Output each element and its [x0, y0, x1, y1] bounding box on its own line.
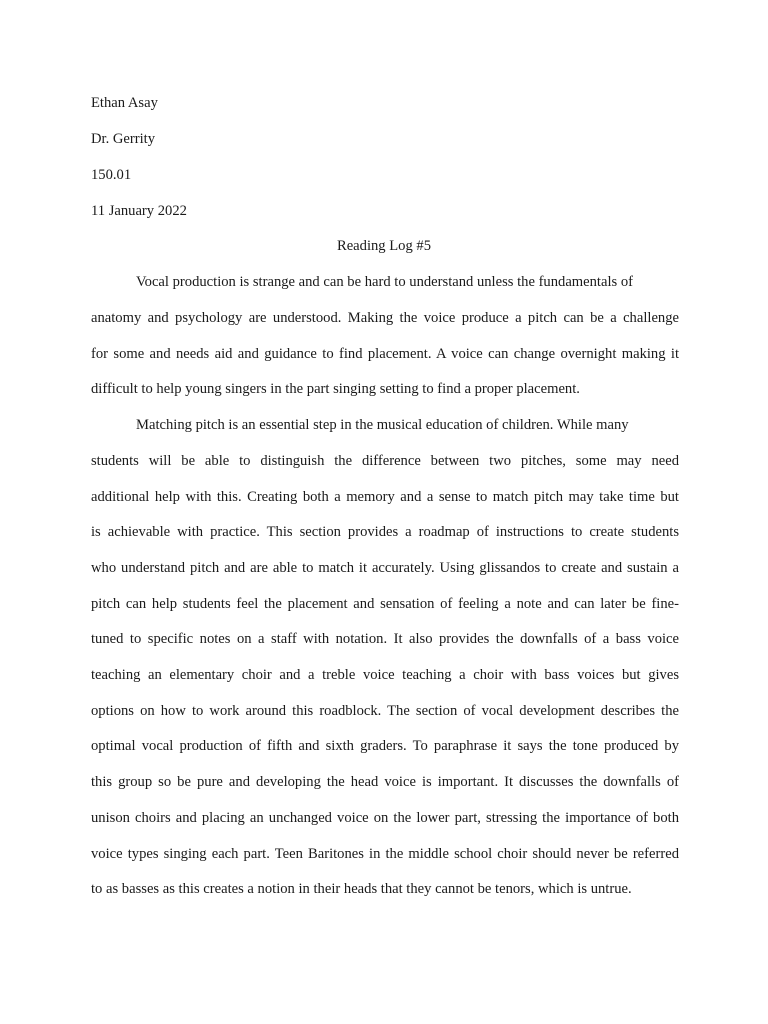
paragraph-2-line-4: is achievable with practice. This section provides a roadmap of instructions to create students: [91, 524, 679, 540]
paragraph-2-line-8: teaching an elementary choir and a treble voice teaching a choir with bass voices but gives: [91, 667, 679, 683]
paragraph-1-line-1: Vocal production is strange and can be hard to understand unless the fundamentals of: [136, 274, 633, 290]
paragraph-2-line-7: tuned to specific notes on a staff with notation. It also provides the downfalls of a bass voice: [91, 631, 679, 647]
paragraph-2-line-1: Matching pitch is an essential step in the musical education of children. While many: [136, 417, 629, 433]
paragraph-2-line-9: options on how to work around this roadblock. The section of vocal development describes the: [91, 703, 679, 719]
paragraph-1-line-4: difficult to help young singers in the part singing setting to find a proper placement.: [91, 381, 580, 397]
course-number: 150.01: [91, 167, 132, 183]
paragraph-2-line-6: pitch can help students feel the placement and sensation of feeling a note and can later be fine-: [91, 596, 679, 612]
paragraph-2-line-11: this group so be pure and developing the head voice is important. It discusses the downfalls of: [91, 774, 679, 790]
document-date: 11 January 2022: [91, 203, 187, 219]
paragraph-2-line-2: students will be able to distinguish the difference between two pitches, some may need: [91, 453, 679, 469]
paragraph-1-line-2: anatomy and psychology are understood. Making the voice produce a pitch can be a challenge: [91, 310, 679, 326]
paragraph-2-line-3: additional help with this. Creating both a memory and a sense to match pitch may take time but: [91, 489, 679, 505]
paragraph-2-line-10: optimal vocal production of fifth and sixth graders. To paraphrase it says the tone produced by: [91, 738, 679, 754]
document-title: Reading Log #5: [336, 238, 432, 254]
paragraph-2-line-14: to as basses as this creates a notion in their heads that they cannot be tenors, which is untrue.: [91, 881, 632, 897]
paragraph-2-line-13: voice types singing each part. Teen Baritones in the middle school choir should never be referred: [91, 846, 679, 862]
paragraph-2-line-5: who understand pitch and are able to match it accurately. Using glissandos to create and sustain a: [91, 560, 679, 576]
author-name: Ethan Asay: [91, 95, 158, 111]
paragraph-1-line-3: for some and needs aid and guidance to find placement. A voice can change overnight making it: [91, 346, 679, 362]
paragraph-2-line-12: unison choirs and placing an unchanged voice on the lower part, stressing the importance of both: [91, 810, 679, 826]
instructor-name: Dr. Gerrity: [91, 131, 156, 147]
